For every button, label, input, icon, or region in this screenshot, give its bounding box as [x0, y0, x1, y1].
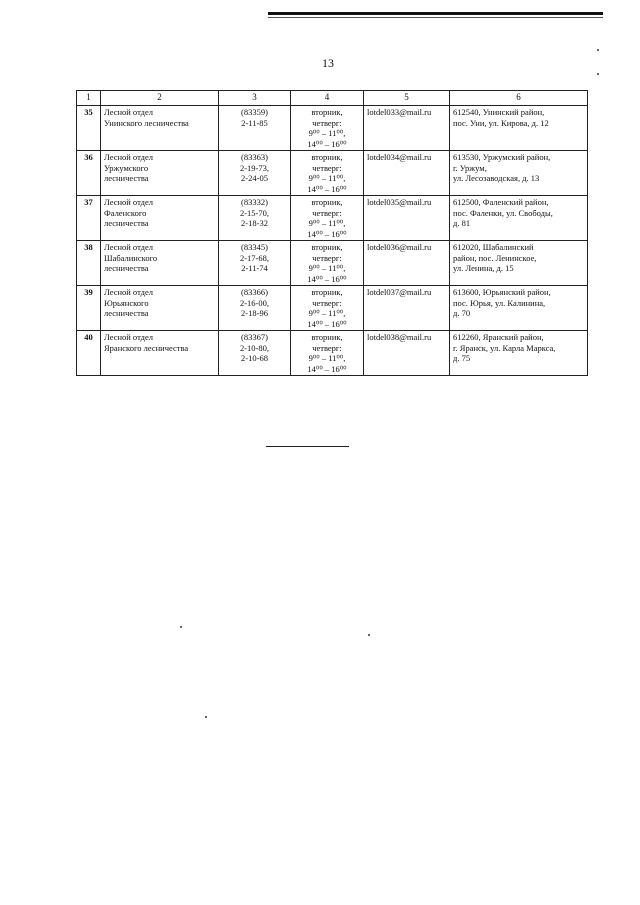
scan-speck — [368, 634, 370, 636]
department-name-line: Лесной отдел — [104, 287, 154, 297]
department-name-line: Уржумского — [104, 162, 149, 173]
phone-line: (83367) — [241, 332, 268, 342]
department-name-line: Лесной отдел — [104, 152, 154, 162]
hours-line: 14⁰⁰ – 16⁰⁰ — [307, 138, 347, 149]
scan-speck — [180, 626, 182, 628]
address-line: 613600, Юрьянский район, — [453, 287, 551, 297]
hours-line: 14⁰⁰ – 16⁰⁰ — [307, 273, 347, 284]
address-line: ул. Ленина, д. 15 — [453, 263, 514, 273]
address-line: район, пос. Ленинское, — [453, 252, 537, 263]
phone-line: 2-15-70, — [239, 207, 270, 218]
reception-hours — [291, 106, 364, 151]
department-name-line: лесничества — [104, 308, 149, 318]
row-number: 40 — [77, 331, 101, 376]
hours-line: четверг: — [312, 297, 342, 308]
address-line: 612020, Шабалинский — [453, 242, 534, 252]
department-name-line: лесничества — [104, 218, 149, 228]
postal-address — [450, 286, 588, 331]
phone-numbers — [219, 151, 291, 196]
table-row — [77, 241, 588, 286]
department-name-line: Унинского лесничества — [104, 117, 189, 128]
department-name-line: Лесной отдел — [104, 332, 154, 342]
address-line: д. 81 — [453, 218, 471, 228]
hours-line: 9⁰⁰ – 11⁰⁰, — [308, 308, 346, 318]
column-header: 6 — [450, 91, 588, 106]
postal-address — [450, 331, 588, 376]
column-header: 4 — [291, 91, 364, 106]
phone-line: 2-11-74 — [241, 263, 268, 273]
email-address: lotdel036@mail.ru — [364, 241, 450, 286]
hours-line: 9⁰⁰ – 11⁰⁰, — [308, 173, 346, 183]
department-name-line: Лесной отдел — [104, 197, 154, 207]
phone-line: 2-17-68, — [239, 252, 270, 263]
address-line: д. 70 — [453, 308, 471, 318]
phone-line: 2-10-80, — [239, 342, 270, 353]
reception-hours — [291, 151, 364, 196]
hours-line: четверг: — [312, 252, 342, 263]
column-header: 1 — [77, 91, 101, 106]
hours-line: 9⁰⁰ – 11⁰⁰, — [308, 128, 346, 138]
table-header-row — [77, 91, 588, 106]
scan-speck — [597, 73, 599, 75]
column-header: 5 — [364, 91, 450, 106]
phone-line: 2-18-32 — [241, 218, 268, 228]
department-name — [101, 151, 219, 196]
department-name-line: лесничества — [104, 263, 149, 273]
table-row — [77, 151, 588, 196]
department-name — [101, 286, 219, 331]
reception-hours — [291, 286, 364, 331]
address-line: 612500, Фаленский район, — [453, 197, 549, 207]
hours-line: 9⁰⁰ – 11⁰⁰, — [308, 353, 346, 363]
department-name-line: Лесной отдел — [104, 107, 154, 117]
department-name-line: Яранского лесничества — [104, 342, 189, 353]
table-body — [77, 106, 588, 376]
row-number: 39 — [77, 286, 101, 331]
end-of-table-rule — [266, 446, 349, 447]
row-number: 35 — [77, 106, 101, 151]
email-address: lotdel034@mail.ru — [364, 151, 450, 196]
postal-address — [450, 151, 588, 196]
department-name-line: Лесной отдел — [104, 242, 154, 252]
reception-hours — [291, 241, 364, 286]
postal-address — [450, 241, 588, 286]
phone-line: (83332) — [241, 197, 268, 207]
phone-line: 2-10-68 — [241, 353, 268, 363]
top-rule-thin — [268, 17, 603, 18]
address-line: пос. Фаленки, ул. Свободы, — [453, 207, 553, 218]
address-line: пос. Уни, ул. Кирова, д. 12 — [453, 117, 549, 128]
department-name-line: Фаленского — [104, 207, 147, 218]
phone-numbers — [219, 286, 291, 331]
postal-address — [450, 106, 588, 151]
address-line: 612540, Унинский район, — [453, 107, 545, 117]
hours-line: вторник, — [311, 287, 343, 297]
postal-address — [450, 196, 588, 241]
address-line: г. Уржум, — [453, 162, 487, 173]
hours-line: четверг: — [312, 342, 342, 353]
phone-numbers — [219, 241, 291, 286]
department-name-line: Шабалинского — [104, 252, 158, 263]
scan-speck — [597, 49, 599, 51]
hours-line: 9⁰⁰ – 11⁰⁰, — [308, 218, 346, 228]
department-name — [101, 241, 219, 286]
hours-line: вторник, — [311, 197, 343, 207]
address-line: пос. Юрья, ул. Калинина, — [453, 297, 546, 308]
hours-line: четверг: — [312, 207, 342, 218]
reception-hours — [291, 196, 364, 241]
department-name-line: лесничества — [104, 173, 149, 183]
department-name — [101, 331, 219, 376]
phone-numbers — [219, 106, 291, 151]
table-row — [77, 331, 588, 376]
phone-line: (83359) — [241, 107, 268, 117]
email-address: lotdel038@mail.ru — [364, 331, 450, 376]
address-line: г. Яранск, ул. Карла Маркса, — [453, 342, 556, 353]
reception-hours — [291, 331, 364, 376]
email-address: lotdel033@mail.ru — [364, 106, 450, 151]
department-name — [101, 106, 219, 151]
phone-numbers — [219, 331, 291, 376]
hours-line: вторник, — [311, 332, 343, 342]
column-header: 3 — [219, 91, 291, 106]
phone-line: 2-11-85 — [241, 117, 268, 128]
phone-line: (83366) — [241, 287, 268, 297]
hours-line: 14⁰⁰ – 16⁰⁰ — [307, 183, 347, 194]
address-line: ул. Лесозаводская, д. 13 — [453, 173, 540, 183]
forestry-departments-table — [76, 90, 588, 376]
column-header: 2 — [101, 91, 219, 106]
phone-line: (83345) — [241, 242, 268, 252]
email-address: lotdel037@mail.ru — [364, 286, 450, 331]
hours-line: вторник, — [311, 152, 343, 162]
table-row — [77, 286, 588, 331]
hours-line: 14⁰⁰ – 16⁰⁰ — [307, 363, 347, 374]
hours-line: вторник, — [311, 242, 343, 252]
phone-line: 2-18-96 — [241, 308, 268, 318]
phone-line: (83363) — [241, 152, 268, 162]
department-name — [101, 196, 219, 241]
phone-line: 2-19-73, — [239, 162, 270, 173]
page-number: 13 — [322, 56, 334, 70]
address-line: 613530, Уржумский район, — [453, 152, 551, 162]
row-number: 38 — [77, 241, 101, 286]
address-line: д. 75 — [453, 353, 471, 363]
hours-line: вторник, — [311, 107, 343, 117]
hours-line: четверг: — [312, 162, 342, 173]
phone-numbers — [219, 196, 291, 241]
scan-speck — [205, 716, 207, 718]
hours-line: четверг: — [312, 117, 342, 128]
phone-line: 2-24-05 — [241, 173, 268, 183]
table-row — [77, 196, 588, 241]
phone-line: 2-16-00, — [239, 297, 270, 308]
email-address: lotdel035@mail.ru — [364, 196, 450, 241]
hours-line: 14⁰⁰ – 16⁰⁰ — [307, 228, 347, 239]
row-number: 37 — [77, 196, 101, 241]
table-row — [77, 106, 588, 151]
department-name-line: Юрьянского — [104, 297, 149, 308]
hours-line: 14⁰⁰ – 16⁰⁰ — [307, 318, 347, 329]
row-number: 36 — [77, 151, 101, 196]
address-line: 612260, Яранский район, — [453, 332, 544, 342]
top-rule — [268, 12, 603, 15]
hours-line: 9⁰⁰ – 11⁰⁰, — [308, 263, 346, 273]
